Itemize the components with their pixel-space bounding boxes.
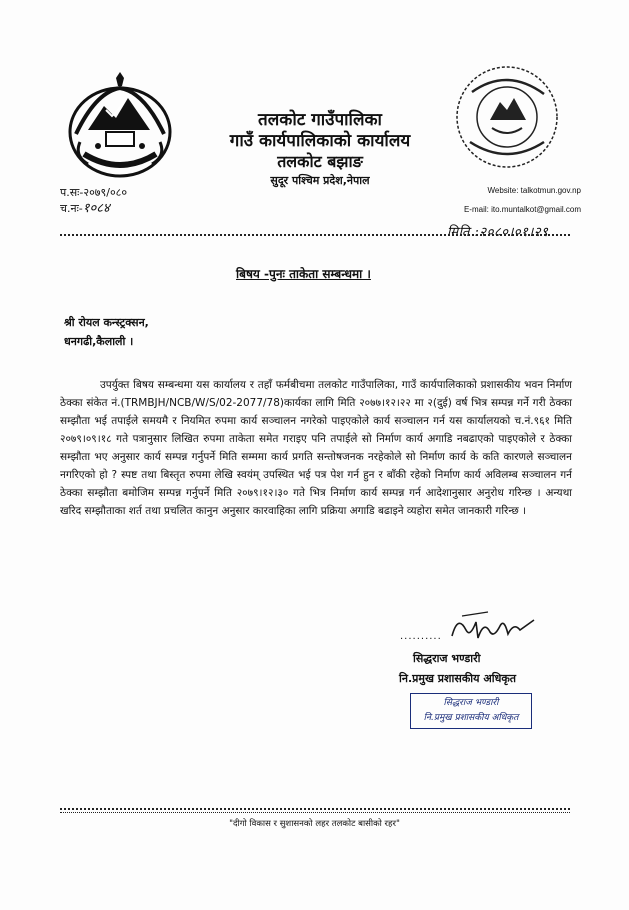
handwritten-signature-icon: [448, 608, 538, 646]
addressee-line-2: धनगढी,कैलाली ।: [64, 335, 134, 348]
letterhead: [200, 110, 440, 188]
footer-divider-thin: [60, 812, 570, 813]
subject-line: बिषय -पुनः ताकेता सम्बन्धमा ।: [236, 267, 371, 281]
org-place: तलकोट बझाङ: [277, 152, 363, 171]
letter-body: उपर्युक्त बिषय सम्बन्धमा यस कार्यालय र तहाँ फर्मबीचमा तलकोट गाउँपालिका, गाउँ कार्यपालिकाको प्रशासकीय भवन निर्माण ठेक्का संकेत नं.(TRMBJH/NCB/W/S/02-2077/78)कार्यका लागि मिति २०७७।१२।२२ मा २(दुई) वर्ष भित्र सम्पन्न गर्ने गरी ठेक्का सम्झौता भई तपाईले समयमै र नियमित रुपमा कार्य सञ्चालन नगरेको पाइएकोले कार्य सञ्चालन गर्न यस कार्यालयको च.नं.९६१ मिति २०७९।०९।१८ गते पत्रानुसार लिखित रुपमा ताकेता समेत गराइए पनि तपाईले सो निर्माण कार्य अगाडि नबढाएको पाइएकोले र ठेक्का सम्झौता भए अनुसार कार्य सम्पन्न गर्नुपर्ने मिति सम्ममा कार्य प्रगति सन्तोषजनक नरहेकोले सो निर्माण कार्य के कति कारणले सञ्चालन नगरिएको हो ? स्पष्ट तथा बिस्तृत रुपमा लेखि स्वयंम् उपस्थित भई पत्र पेश गर्न हुन र बाँकी रहेको निर्माण कार्य अविलम्ब सञ्चालन गर्न ठेक्का सम्झौता बमोजिम सम्पन्न गर्नुपर्ने मिति २०७९।१२।३० गते भित्र निर्माण कार्य सम्पन्न गर्न आदेशानुसार अनुरोध गरिन्छ । अन्यथा खरिद सम्झौताका शर्त तथा प्रचलित कानुन अनुसार कारवाहिका लागि प्रक्रिया अगाडि बढाइने व्यहोरा समेत जानकारी गरिन्छ ।: [60, 379, 572, 517]
header-divider: [60, 234, 570, 236]
contact-info: [464, 181, 581, 219]
footer-slogan: "दीगो विकास र सुशासनको लहर तलकोट बासीको रहर": [229, 819, 400, 829]
patra-sankhya: प.सः-२०७९/०८०: [60, 186, 128, 199]
addressee: [64, 313, 149, 351]
stamp-name: सिद्धराज भण्डारी: [443, 698, 499, 708]
addressee-line-1: श्री रोयल कन्स्ट्रक्सन,: [64, 316, 149, 329]
signer-title: नि.प्रमुख प्रशासकीय अधिकृत: [399, 672, 517, 685]
chalani-value: १०८४: [82, 201, 110, 216]
letter-date: मिति :२०८०।०१।२९: [447, 225, 549, 240]
footer-divider: [60, 808, 570, 810]
org-province: सुदूर पश्चिम प्रदेश,नेपाल: [270, 174, 370, 187]
name-stamp: [410, 693, 532, 729]
nepal-emblem-icon: [66, 72, 174, 182]
stamp-title: नि.प्रमुख प्रशासकीय अधिकृत: [423, 713, 519, 723]
org-office: गाउँ कार्यपालिकाको कार्यालय: [229, 131, 411, 151]
chalani-number: [60, 201, 127, 217]
signature-dots: ..........: [400, 631, 442, 642]
signer-name: सिद्धराज भण्डारी: [413, 652, 481, 665]
website-text: Website: talkotmun.gov.np: [487, 186, 581, 195]
email-text: E-mail: ito.muntalkot@gmail.com: [463, 205, 581, 214]
chalani-label: च.नः-: [60, 202, 83, 215]
office-seal-icon: [452, 62, 562, 172]
reference-block: [60, 185, 127, 217]
org-name: तलकोट गाउँपालिका: [258, 110, 382, 130]
